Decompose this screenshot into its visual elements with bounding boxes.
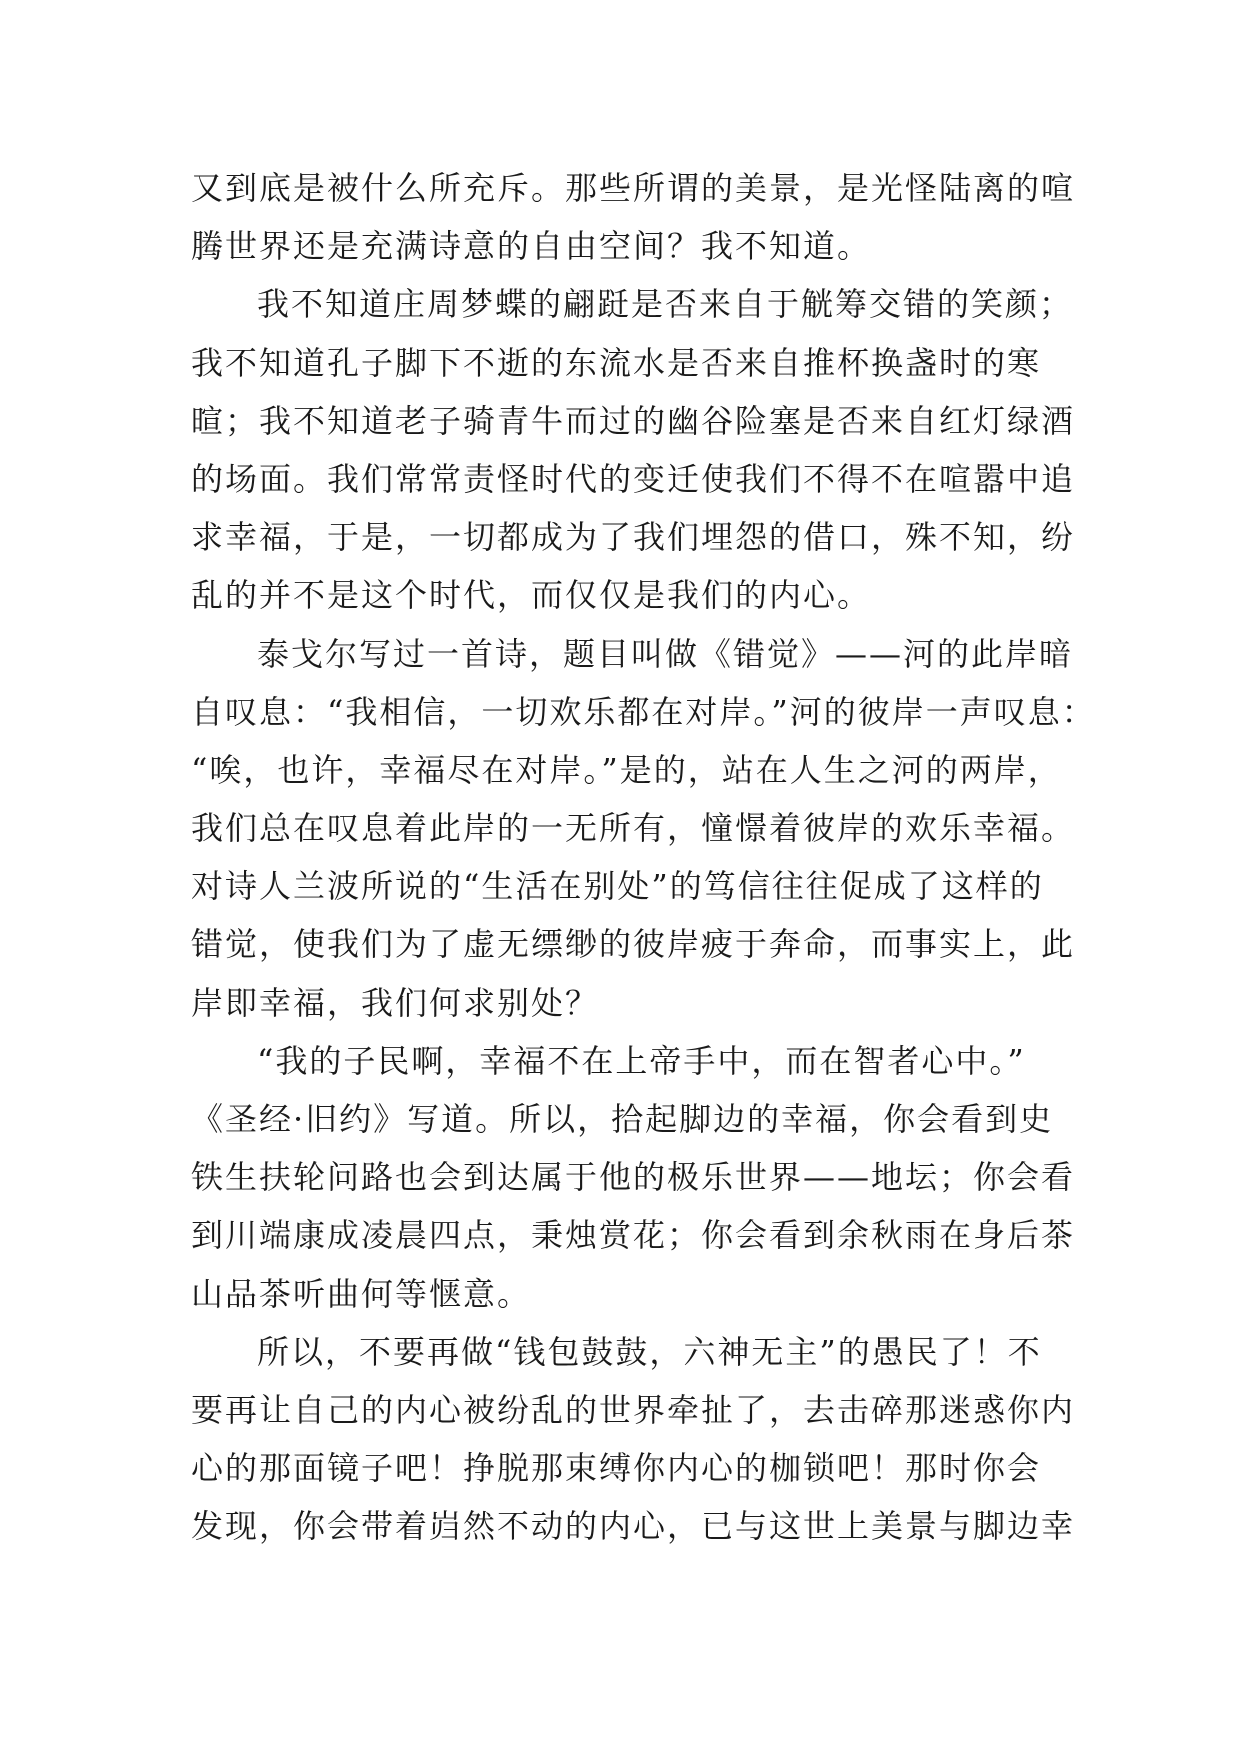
- paragraph-start-line: 我不知道庄周梦蝶的翩跹是否来自于觥筹交错的笑颜；: [257, 285, 1074, 324]
- paragraph-start-line: “我的子民啊，幸福不在上帝手中，而在智者心中。”: [257, 1041, 1026, 1080]
- text-line: 求幸福，于是，一切都成为了我们埋怨的借口，殊不知，纷: [191, 518, 1076, 557]
- text-line: 岸即幸福，我们何求别处？: [191, 983, 600, 1022]
- text-line: 暄；我不知道老子骑青牛而过的幽谷险塞是否来自红灯绿酒: [191, 401, 1076, 440]
- text-line: “唉，也许，幸福尽在对岸。”是的，站在人生之河的两岸，: [191, 750, 1062, 789]
- text-line: 《圣经·旧约》写道。所以，拾起脚边的幸福，你会看到史: [191, 1100, 1054, 1138]
- text-line: 铁生扶轮问路也会到达属于他的极乐世界——地坛；你会看: [191, 1158, 1076, 1197]
- paragraph-start-line: 泰戈尔写过一首诗，题目叫做《错觉》——河的此岸暗: [257, 634, 1074, 673]
- text-line: 要再让自己的内心被纷乱的世界牵扯了，去击碎那迷惑你内: [191, 1390, 1076, 1429]
- paragraph-start-line: 所以，不要再做“钱包鼓鼓，六神无主”的愚民了！不: [257, 1332, 1042, 1371]
- text-line: 对诗人兰波所说的“生活在别处”的笃信往往促成了这样的: [191, 867, 1044, 906]
- text-line: 又到底是被什么所充斥。那些所谓的美景，是光怪陆离的喧: [191, 169, 1076, 207]
- text-line: 发现，你会带着岿然不动的内心，已与这世上美景与脚边幸: [191, 1507, 1076, 1546]
- text-line: 心的那面镜子吧！挣脱那束缚你内心的枷锁吧！那时你会: [191, 1449, 1042, 1488]
- text-line: 我不知道孔子脚下不逝的东流水是否来自推杯换盏时的寒: [191, 343, 1042, 382]
- text-line: 自叹息：“我相信，一切欢乐都在对岸。”河的彼岸一声叹息：: [191, 692, 1096, 731]
- text-line: 的场面。我们常常责怪时代的变迁使我们不得不在喧嚣中追: [191, 459, 1076, 498]
- text-line: 到川端康成凌晨四点，秉烛赏花；你会看到余秋雨在身后茶: [191, 1216, 1076, 1255]
- text-line: 山品茶听曲何等惬意。: [191, 1274, 532, 1313]
- text-line: 腾世界还是充满诗意的自由空间？我不知道。: [191, 227, 872, 266]
- body-text: [191, 159, 1096, 1556]
- text-line: 我们总在叹息着此岸的一无所有，憧憬着彼岸的欢乐幸福。: [191, 809, 1076, 848]
- text-line: 乱的并不是这个时代，而仅仅是我们的内心。: [191, 576, 872, 615]
- text-line: 错觉，使我们为了虚无缥缈的彼岸疲于奔命，而事实上，此: [191, 925, 1076, 964]
